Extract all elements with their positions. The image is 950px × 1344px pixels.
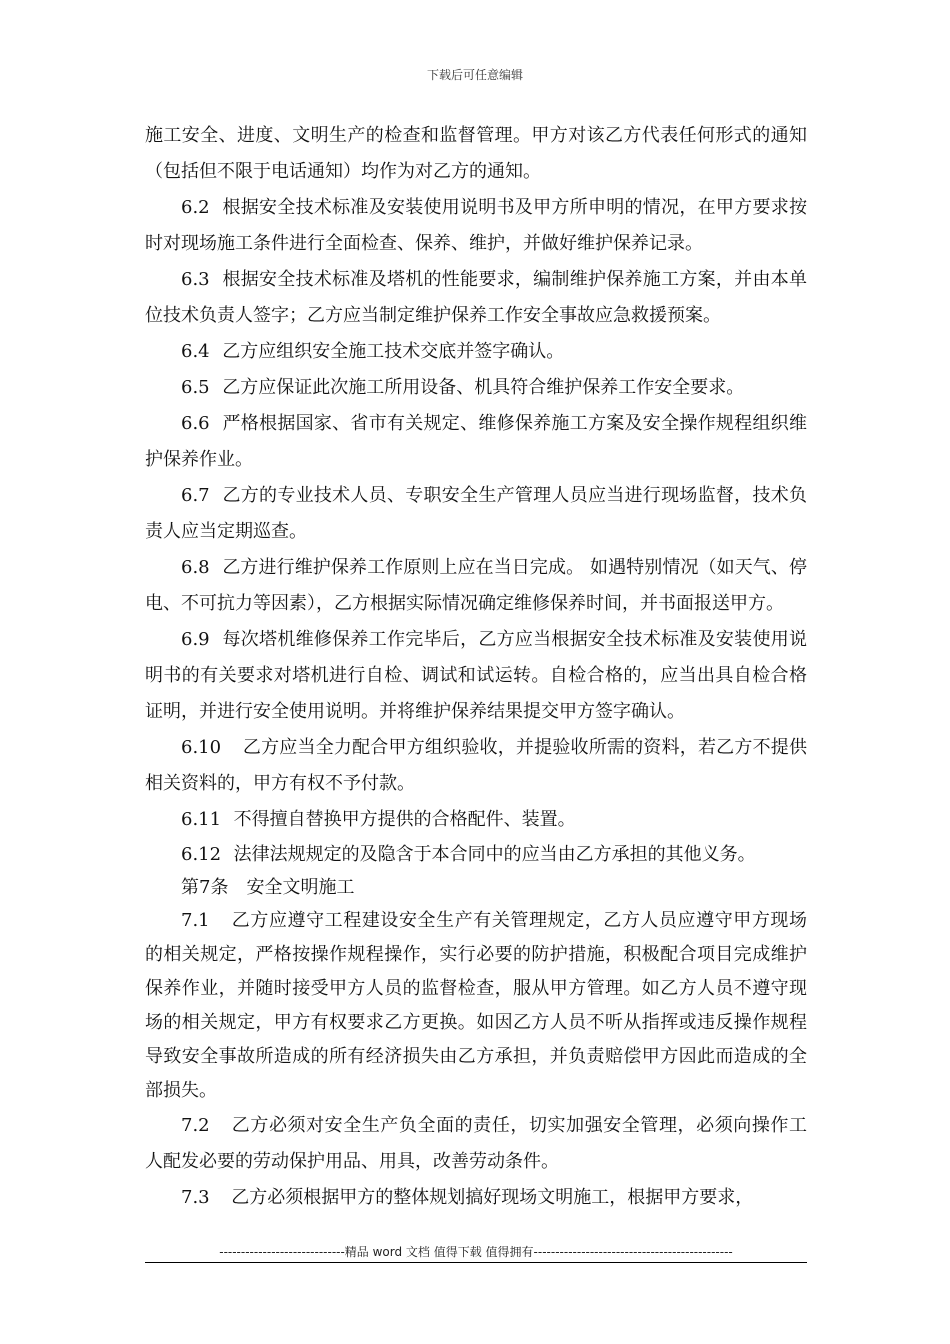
clause-text: 乙方必须根据甲方的整体规划搞好现场文明施工，根据甲方要求， — [231, 1187, 754, 1208]
paragraph-text: 施工安全、进度、文明生产的检查和监督管理。甲方对该乙方代表任何形式的通知（包括但不限于电话通知）均作为对乙方的通知。 — [145, 125, 807, 182]
clause-6-7 — [145, 478, 807, 550]
clause-text: 根据安全技术标准及安装使用说明书及甲方所申明的情况，在甲方要求按时对现场施工条件进行全面检查、保养、维护，并做好维护保养记录。 — [145, 197, 807, 254]
clause-text: 严格根据国家、省市有关规定、维修保养施工方案及安全操作规程组织维护保养作业。 — [145, 413, 807, 470]
clause-number: 6.12 — [181, 844, 222, 865]
page-footer: -----------------------------精品 word 文档 值得下载 值得拥有---------------------------------------------- — [219, 1245, 733, 1259]
clause-6-3 — [145, 262, 807, 334]
clause-text: 根据安全技术标准及塔机的性能要求，编制维护保养施工方案，并由本单位技术负责人签字；乙方应当制定维护保养工作安全事故应急救援预案。 — [145, 269, 807, 326]
clause-text: 不得擅自替换甲方提供的合格配件、装置。 — [233, 809, 576, 830]
clause-text: 乙方应组织安全施工技术交底并签字确认。 — [222, 341, 565, 362]
clause-number: 6.7 — [181, 485, 210, 506]
article-number: 第7条 — [181, 877, 229, 898]
clause-text: 法律法规规定的及隐含于本合同中的应当由乙方承担的其他义务。 — [233, 844, 756, 865]
clause-text: 每次塔机维修保养工作完毕后，乙方应当根据安全技术标准及安装使用说明书的有关要求对塔机进行自检、调试和试运转。自检合格的，应当出具自检合格证明，并进行安全使用说明。并将维护保养结果提交甲方签字确认。 — [145, 629, 807, 722]
clause-number: 7.3 — [181, 1187, 210, 1208]
clause-7-3 — [145, 1180, 807, 1216]
article-heading — [145, 872, 807, 904]
clause-number: 6.3 — [181, 269, 210, 290]
clause-text: 乙方进行维护保养工作原则上应在当日完成。 如遇特别情况（如天气、停电、不可抗力等因素），乙方根据实际情况确定维修保养时间，并书面报送甲方。 — [145, 557, 807, 614]
clause-6-11 — [145, 802, 807, 838]
clause-6-2 — [145, 190, 807, 262]
clause-6-6 — [145, 406, 807, 478]
clause-6-5 — [145, 370, 807, 406]
clause-6-10 — [145, 730, 807, 802]
clause-6-12 — [145, 838, 807, 872]
clause-text: 乙方必须对安全生产负全面的责任，切实加强安全管理，必须向操作工人配发必要的劳动保护用品、用具，改善劳动条件。 — [145, 1115, 807, 1172]
clause-number: 6.4 — [181, 341, 210, 362]
clause-text: 乙方的专业技术人员、专职安全生产管理人员应当进行现场监督，技术负责人应当定期巡查。 — [145, 485, 807, 542]
clause-text: 乙方应保证此次施工所用设备、机具符合维护保养工作安全要求。 — [222, 377, 745, 398]
article-title: 安全文明施工 — [246, 877, 355, 898]
clause-text: 乙方应遵守工程建设安全生产有关管理规定，乙方人员应遵守甲方现场的相关规定，严格按操作规程操作，实行必要的防护措施，积极配合项目完成维护保养作业，并随时接受甲方人员的监督检查，服从甲方管理。如乙方人员不遵守现场的相关规定，甲方有权要求乙方更换。如因乙方人员不听从指挥或违反操作规程导致安全事故所造成的所有经济损失由乙方承担，并负责赔偿甲方因此而造成的全部损失。 — [145, 910, 807, 1101]
clause-number: 6.5 — [181, 377, 210, 398]
clause-text: 乙方应当全力配合甲方组织验收，并提验收所需的资料，若乙方不提供相关资料的，甲方有权不予付款。 — [145, 737, 807, 794]
clause-number: 6.8 — [181, 557, 210, 578]
page-header: 下载后可任意编辑 — [426, 68, 523, 82]
clause-number: 6.2 — [181, 197, 210, 218]
clause-number: 6.6 — [181, 413, 210, 434]
clause-number: 6.11 — [181, 809, 222, 830]
clause-number: 6.10 — [181, 737, 222, 758]
clause-7-2 — [145, 1108, 807, 1180]
clause-number: 7.1 — [181, 910, 210, 931]
clause-6-4 — [145, 334, 807, 370]
clause-7-1 — [145, 904, 807, 1108]
footer-divider — [145, 1262, 807, 1263]
clause-6-8 — [145, 550, 807, 622]
clause-number: 7.2 — [181, 1115, 210, 1136]
paragraph — [145, 118, 807, 190]
clause-number: 6.9 — [181, 629, 210, 650]
clause-6-9 — [145, 622, 807, 730]
document-body — [145, 118, 807, 1216]
